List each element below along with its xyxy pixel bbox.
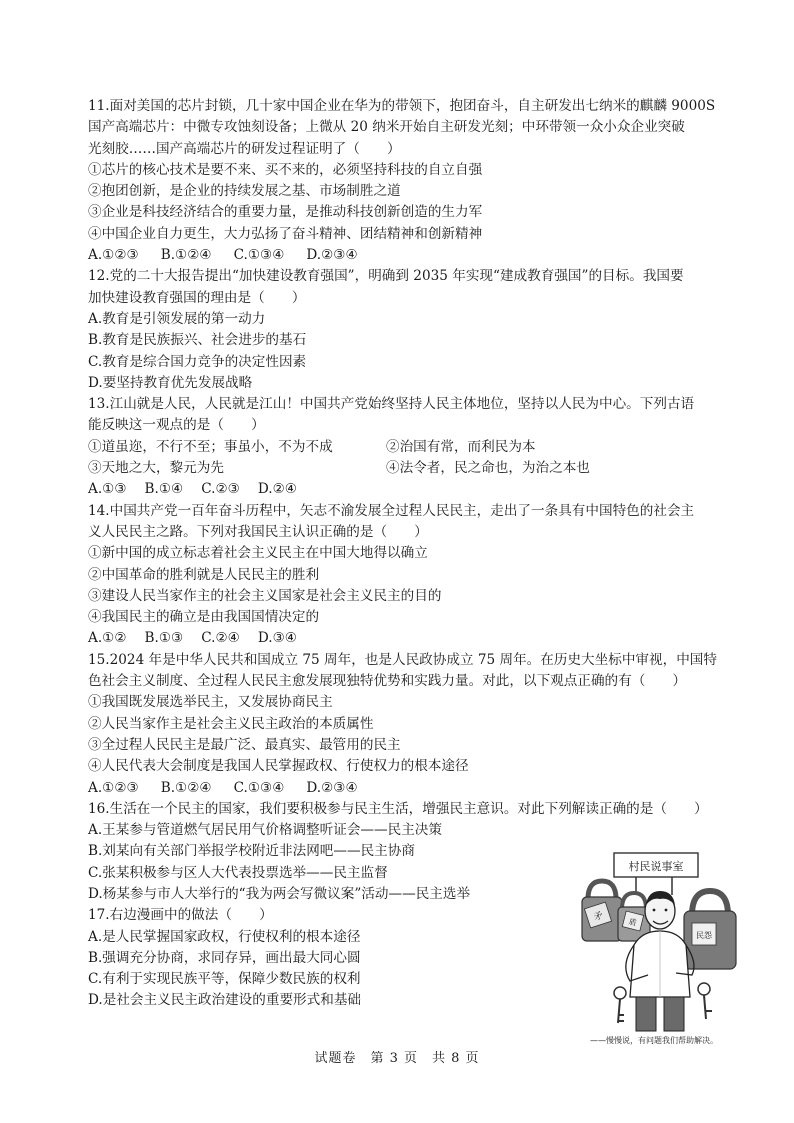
- answer-choices: [88, 628, 728, 649]
- statement-option: ①芯片的核心技术是要不来、买不来的，必须坚持科技的自立自强: [88, 161, 483, 178]
- answer-choice-b: B.①②④: [160, 779, 212, 796]
- question-stem-line: 14.中国共产党一百年奋斗历程中，矢志不渝发展全过程人民民主，走出了一条具有中国特色的社会主: [88, 502, 695, 519]
- question-14: [88, 501, 728, 650]
- lock-label: 民怨: [696, 931, 712, 940]
- cartoon-caption: ——慢慢说，有问题我们帮助解决。: [590, 1036, 718, 1045]
- statement-option: ②中国革命的胜利就是人民民主的胜利: [88, 566, 320, 583]
- sign-board: [614, 853, 698, 895]
- answer-choice-b: B.教育是民族振兴、社会进步的基石: [88, 332, 307, 349]
- question-13: [88, 394, 728, 500]
- answer-choice-d: D.②④: [257, 481, 297, 498]
- answer-choice-a: A.教育是引领发展的第一动力: [88, 310, 266, 327]
- statement-option: ③全过程人民民主是最广泛、最真实、最管用的民主: [88, 736, 401, 753]
- answer-choice-b: B.①③: [144, 630, 184, 647]
- statement-option: ①我国既发展选举民主，又发展协商民主: [88, 694, 333, 711]
- answer-choice-a: A.①③: [88, 481, 127, 498]
- statement-option: ③天地之大，黎元为先: [88, 460, 224, 477]
- question-stem-line: 16.生活在一个民主的国家，我们要积极参与民主生活，增强民主意识。对此下列解读正确的是（ ）: [88, 800, 708, 817]
- question-12: [88, 266, 728, 394]
- answer-choice-b: B.①②④: [160, 247, 212, 264]
- statement-row: [88, 437, 728, 458]
- statement-option: ④中国企业自力更生，大力弘扬了奋斗精神、团结精神和创新精神: [88, 225, 483, 242]
- question-11: [88, 96, 728, 266]
- answer-choice-d: D.要坚持教育优先发展战略: [88, 374, 253, 391]
- cartoon-illustration: [560, 847, 748, 1033]
- statement-option: ④法令者，民之命也，为治之本也: [386, 460, 590, 477]
- question-stem-line: 色社会主义制度、全过程人民民主愈发展现独特优势和实践力量。对此，以下观点正确的有（ ）: [88, 673, 687, 690]
- statement-option: ①新中国的成立标志着社会主义民主在中国大地得以确立: [88, 545, 428, 562]
- question-stem-line: 15.2024 年是中华人民共和国成立 75 周年，也是人民政协成立 75 周年。在历史大坐标中审视，中国特: [88, 651, 717, 668]
- lock-label: 盾: [627, 917, 638, 928]
- question-stem-line: 能反映这一观点的是（ ）: [88, 417, 265, 434]
- answer-choices: [88, 778, 728, 799]
- question-stem-line: 国产高端芯片：中微专攻蚀刻设备；上微从 20 纳米开始自主研发光刻；中环带领一众小众企业突破: [88, 119, 685, 136]
- answer-choice-a: A.①②③: [88, 247, 139, 264]
- answer-choice-a: A.①②: [88, 630, 127, 647]
- answer-choice-d: D.②③④: [306, 779, 358, 796]
- answer-choice-a: A.王某参与管道燃气居民用气价格调整听证会——民主决策: [88, 822, 442, 839]
- statement-option: ①道虽迩，不行不至；事虽小，不为不成: [88, 438, 333, 455]
- answer-choice-a: A.是人民掌握国家政权，行使权利的根本途径: [88, 928, 361, 945]
- sign-text: 村民说事室: [628, 860, 684, 873]
- answer-choice-c: C.①③④: [233, 779, 285, 796]
- lock-icon: [582, 881, 622, 941]
- answer-choice-c: C.②④: [201, 630, 240, 647]
- statement-option: ④我国民主的确立是由我国国情决定的: [88, 609, 320, 626]
- answer-choices: [88, 245, 728, 266]
- answer-choice-b: B.①④: [144, 481, 184, 498]
- question-stem-line: 加快建设教育强国的理由是（ ）: [88, 289, 306, 306]
- answer-choice-c: C.有利于实现民族平等，保障少数民族的权利: [88, 971, 361, 988]
- statement-option: ④人民代表大会制度是我国人民掌握政权、行使权力的根本途径: [88, 758, 469, 775]
- answer-choice-d: D.杨某参与市人大举行的“我为两会写微议案”活动——民主选举: [88, 885, 471, 902]
- answer-choice-a: A.①②③: [88, 779, 139, 796]
- statement-row: [88, 458, 728, 479]
- question-stem-line: 义人民民主之路。下列对我国民主认识正确的是（ ）: [88, 523, 428, 540]
- answer-choice-c: C.②③: [201, 481, 240, 498]
- statement-option: ②治国有常，而利民为本: [386, 438, 536, 455]
- statement-option: ③企业是科技经济结合的重要力量，是推动科技创新创造的生力军: [88, 204, 483, 221]
- answer-choice-d: D.②③④: [306, 247, 358, 264]
- answer-choice-c: C.教育是综合国力竞争的决定性因素: [88, 353, 307, 370]
- answer-choice-d: D.③④: [257, 630, 297, 647]
- answer-choice-b: B.刘某向有关部门举报学校附近非法网吧——民主协商: [88, 843, 415, 860]
- statement-option: ②抱团创新，是企业的持续发展之基、市场制胜之道: [88, 183, 401, 200]
- question-stem-line: 17.右边漫画中的做法（ ）: [88, 907, 273, 924]
- answer-choice-b: B.强调充分协商，求同存异，画出最大同心圆: [88, 949, 361, 966]
- question-stem-line: 12.党的二十大报告提出“加快建设教育强国”，明确到 2035 年实现“建成教育强国”的目标。我国要: [88, 268, 684, 285]
- answer-choice-d: D.是社会主义民主政治建设的重要形式和基础: [88, 992, 362, 1009]
- page-footer: 试题卷 第 3 页 共 8 页: [314, 1051, 480, 1066]
- lock-label: 矛: [592, 910, 605, 924]
- question-stem-line: 13.江山就是人民，人民就是江山！中国共产党始终坚持人民主体地位，坚持以人民为中心。下列古语: [88, 396, 695, 413]
- question-15: [88, 650, 728, 799]
- question-stem-line: 11.面对美国的芯片封锁，几十家中国企业在华为的带领下，抱团奋斗，自主研发出七纳米的麒麟 9000S: [88, 98, 716, 114]
- statement-option: ③建设人民当家作主的社会主义国家是社会主义民主的目的: [88, 587, 442, 604]
- question-stem-line: 光刻胶……国产高端芯片的研发过程证明了（ ）: [88, 140, 401, 157]
- statement-option: ②人民当家作主是社会主义民主政治的本质属性: [88, 715, 374, 732]
- answer-choice-c: C.张某积极参与区人大代表投票选举——民主监督: [88, 864, 388, 881]
- answer-choice-c: C.①③④: [233, 247, 285, 264]
- answer-choices: [88, 479, 728, 500]
